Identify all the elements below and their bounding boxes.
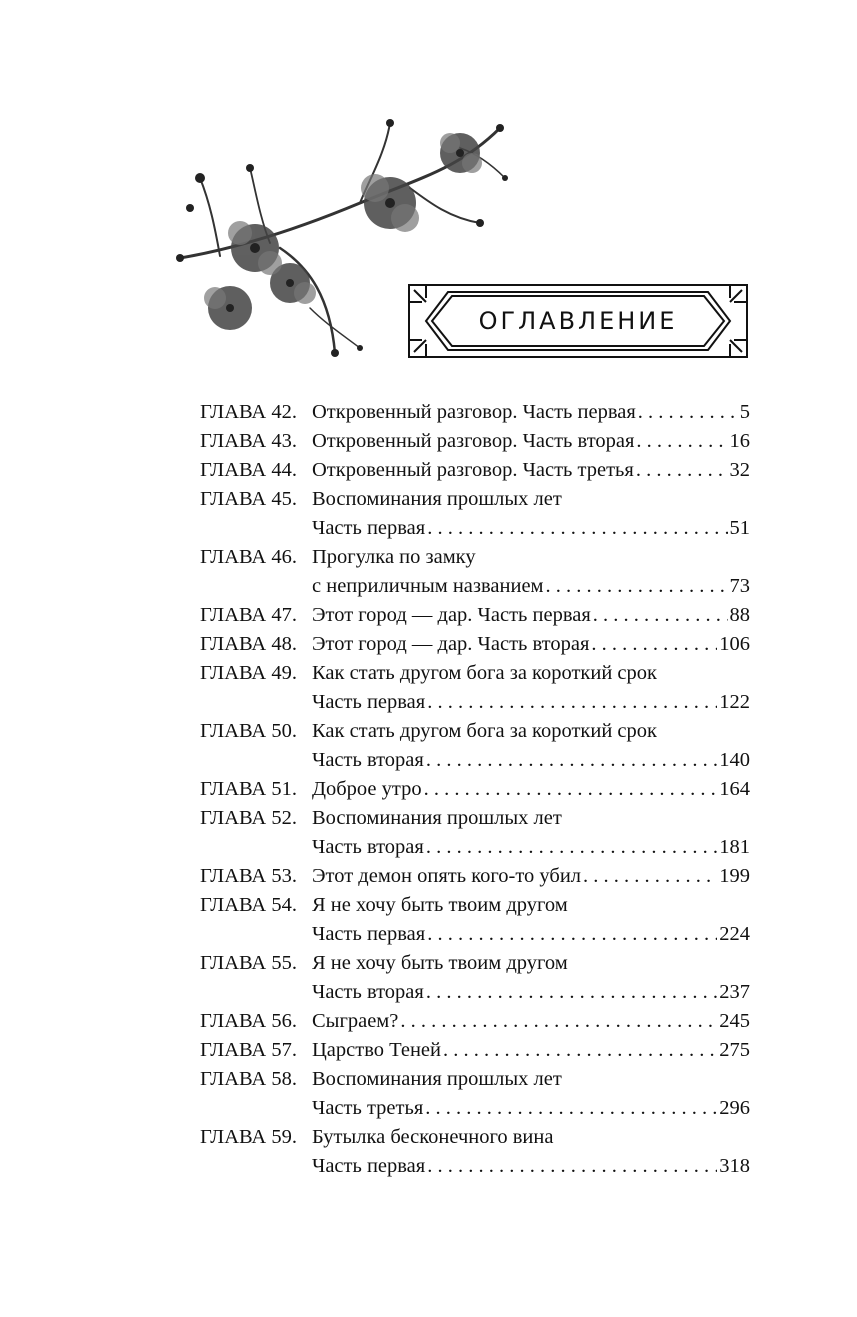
dot-leader [425, 1094, 717, 1123]
toc-entry [200, 601, 750, 630]
toc-entry-line [200, 1007, 750, 1036]
chapter-label: ГЛАВА 44. [200, 459, 297, 481]
toc-entry-line [200, 688, 750, 717]
toc-entry [200, 485, 750, 543]
chapter-label: ГЛАВА 43. [200, 430, 297, 452]
page-number: 5 [739, 401, 750, 423]
toc-entry [200, 1036, 750, 1065]
chapter-title: Доброе утро [312, 778, 422, 800]
toc-header [408, 284, 748, 358]
page-number: 73 [729, 575, 750, 597]
chapter-label: ГЛАВА 53. [200, 865, 297, 887]
dot-leader [400, 1007, 717, 1036]
chapter-label: ГЛАВА 54. [200, 894, 297, 916]
chapter-label: ГЛАВА 47. [200, 604, 297, 626]
chapter-label: ГЛАВА 55. [200, 952, 297, 974]
chapter-title: Прогулка по замку [312, 546, 476, 568]
dot-leader [427, 688, 717, 717]
toc-entry [200, 1007, 750, 1036]
chapter-title: Воспоминания прошлых лет [312, 1068, 562, 1090]
toc-entry-line [200, 1094, 750, 1123]
chapter-title: Как стать другом бога за короткий срок [312, 720, 657, 742]
page-number: 181 [719, 836, 750, 858]
dot-leader [424, 775, 718, 804]
page-number: 237 [719, 981, 750, 1003]
dot-leader [636, 427, 727, 456]
toc-entry-line [200, 978, 750, 1007]
dot-leader [593, 601, 728, 630]
toc-entry-line [200, 804, 750, 833]
chapter-label: ГЛАВА 48. [200, 633, 297, 655]
dot-leader [636, 456, 728, 485]
chapter-title: Откровенный разговор. Часть вторая [312, 430, 635, 452]
chapter-title: Я не хочу быть твоим другом [312, 952, 568, 974]
chapter-label: ГЛАВА 42. [200, 401, 297, 423]
toc-entry-line [200, 427, 750, 456]
toc-entry-line [200, 601, 750, 630]
chapter-title: Откровенный разговор. Часть первая [312, 401, 636, 423]
toc-title: ОГЛАВЛЕНИЕ [478, 307, 678, 335]
page-number: 224 [719, 923, 750, 945]
dot-leader [426, 833, 717, 862]
chapter-title: Бутылка бесконечного вина [312, 1126, 554, 1148]
chapter-title: Часть вторая [312, 749, 424, 771]
chapter-title: Часть первая [312, 517, 426, 539]
toc-entry [200, 659, 750, 717]
toc-entry-line [200, 514, 750, 543]
toc-entry-line [200, 862, 750, 891]
page-number: 164 [719, 778, 750, 800]
toc-entry-line [200, 920, 750, 949]
toc-entry [200, 949, 750, 1007]
toc-entry-line [200, 891, 750, 920]
table-of-contents [200, 398, 750, 1181]
toc-entry [200, 1123, 750, 1181]
dot-leader [427, 920, 717, 949]
chapter-title: Часть первая [312, 1155, 426, 1177]
page-number: 199 [719, 865, 750, 887]
toc-entry [200, 456, 750, 485]
page-number: 318 [719, 1155, 750, 1177]
chapter-label: ГЛАВА 59. [200, 1126, 297, 1148]
page-number: 296 [719, 1097, 750, 1119]
toc-entry-line [200, 485, 750, 514]
page-number: 122 [719, 691, 750, 713]
toc-entry-line [200, 1036, 750, 1065]
toc-entry-line [200, 833, 750, 862]
dot-leader [583, 862, 717, 891]
chapter-title: Часть первая [312, 923, 426, 945]
toc-entry [200, 630, 750, 659]
chapter-label: ГЛАВА 56. [200, 1010, 297, 1032]
page-number: 106 [719, 633, 750, 655]
chapter-title: Я не хочу быть твоим другом [312, 894, 568, 916]
chapter-title: Воспоминания прошлых лет [312, 807, 562, 829]
toc-entry-line [200, 659, 750, 688]
dot-leader [427, 1152, 717, 1181]
chapter-title: Откровенный разговор. Часть третья [312, 459, 634, 481]
toc-entry [200, 891, 750, 949]
chapter-title: Часть третья [312, 1097, 424, 1119]
chapter-title: Сыграем? [312, 1010, 399, 1032]
chapter-label: ГЛАВА 51. [200, 778, 297, 800]
chapter-title: Этот город — дар. Часть вторая [312, 633, 590, 655]
chapter-label: ГЛАВА 45. [200, 488, 297, 510]
dot-leader [443, 1036, 717, 1065]
page-number: 32 [729, 459, 750, 481]
dot-leader [546, 572, 728, 601]
chapter-label: ГЛАВА 46. [200, 546, 297, 568]
chapter-label: ГЛАВА 57. [200, 1039, 297, 1061]
dot-leader [638, 398, 738, 427]
toc-entry-line [200, 456, 750, 485]
chapter-title: Царство Теней [312, 1039, 442, 1061]
page-number: 88 [729, 604, 750, 626]
chapter-title: Часть вторая [312, 836, 424, 858]
toc-entry-line [200, 746, 750, 775]
toc-entry-line [200, 543, 750, 572]
chapter-label: ГЛАВА 50. [200, 720, 297, 742]
chapter-label: ГЛАВА 49. [200, 662, 297, 684]
toc-entry-line [200, 572, 750, 601]
chapter-label: ГЛАВА 58. [200, 1068, 297, 1090]
toc-entry [200, 398, 750, 427]
page-number: 16 [729, 430, 750, 452]
page-number: 51 [729, 517, 750, 539]
toc-entry-line [200, 398, 750, 427]
toc-entry [200, 804, 750, 862]
page-number: 245 [719, 1010, 750, 1032]
toc-entry-line [200, 630, 750, 659]
chapter-title: Как стать другом бога за короткий срок [312, 662, 657, 684]
chapter-title: с неприличным названием [312, 575, 544, 597]
chapter-title: Часть первая [312, 691, 426, 713]
toc-entry [200, 1065, 750, 1123]
toc-entry [200, 543, 750, 601]
dot-leader [427, 514, 727, 543]
chapter-title: Этот демон опять кого-то убил [312, 865, 582, 887]
dot-leader [426, 978, 717, 1007]
page-number: 275 [719, 1039, 750, 1061]
chapter-title: Часть вторая [312, 981, 424, 1003]
toc-entry [200, 775, 750, 804]
toc-entry-line [200, 1065, 750, 1094]
toc-entry-line [200, 1123, 750, 1152]
toc-entry [200, 862, 750, 891]
toc-entry-line [200, 1152, 750, 1181]
dot-leader [426, 746, 717, 775]
toc-entry-line [200, 949, 750, 978]
page-number: 140 [719, 749, 750, 771]
toc-entry-line [200, 775, 750, 804]
dot-leader [591, 630, 717, 659]
chapter-title: Этот город — дар. Часть первая [312, 604, 591, 626]
toc-entry [200, 427, 750, 456]
toc-entry [200, 717, 750, 775]
chapter-title: Воспоминания прошлых лет [312, 488, 562, 510]
toc-entry-line [200, 717, 750, 746]
chapter-label: ГЛАВА 52. [200, 807, 297, 829]
